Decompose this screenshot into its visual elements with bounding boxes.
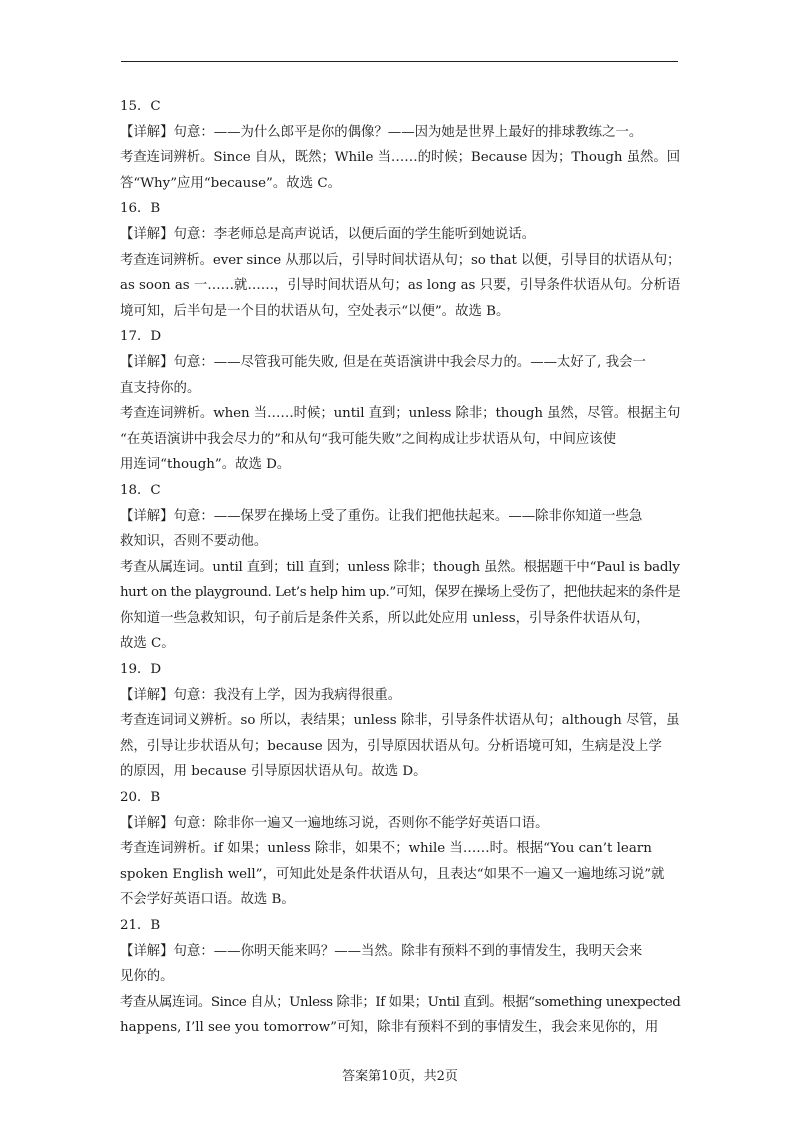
answer-number: 15．C [120, 99, 161, 114]
answer-line: 用连词“though”。故选 D。 [120, 457, 291, 473]
answer-block [120, 94, 680, 196]
answer-line: 不会学好英语口语。故选 B。 [120, 892, 295, 908]
answer-line: 境可知，后半句是一个目的状语从句，空处表示“以便”。故选 B。 [120, 303, 510, 319]
answer-number: 16．B [120, 201, 161, 217]
answer-line: 的原因，用 because 引导原因状语从句。故选 D。 [120, 764, 427, 780]
answer-line: 【详解】句意：——为什么郎平是你的偶像？——因为她是世界上最好的排球教练之一。 [120, 124, 643, 140]
answer-line: as soon as 一……就……，引导时间状语从句；as long as 只要，引导条件状语从句。分析语 [120, 278, 681, 294]
answer-line: 故选 C。 [120, 636, 175, 652]
answer-line: 考查连词辨析。Since 自从，既然；While 当……的时候；Because 因为；Though 虽然。回 [120, 150, 681, 166]
page-footer: 答案第10页，共2页 [342, 1069, 458, 1084]
answer-line: “在英语演讲中我会尽力的”和从句“我可能失败”之间构成让步状语从句，中间应该使 [120, 431, 617, 447]
answer-line: 考查连词辨析。if 如果；unless 除非，如果不；while 当……时。根据“You can’t learn [120, 841, 652, 857]
answer-line: 考查从属连词。until 直到；till 直到；unless 除非；though 虽然。根据题干中“Paul is badly [120, 559, 680, 575]
answer-line: spoken English well”，可知此处是条件状语从句，且表达“如果不一遍又一遍地练习说”就 [120, 866, 665, 882]
answer-block [120, 324, 680, 478]
answer-line: 【详解】句意：李老师总是高声说话，以便后面的学生能听到她说话。 [120, 226, 536, 242]
answer-line: 【详解】句意：——尽管我可能失败, 但是在英语演讲中我会尽力的。——太好了, 我会一 [120, 354, 646, 370]
answer-block [120, 196, 680, 324]
answer-line: 见你的。 [120, 969, 174, 985]
answer-line: happens, I’ll see you tomorrow”可知，除非有预料不到的事情发生，我会来见你的，用 [120, 1020, 659, 1036]
answer-line: 【详解】句意：——你明天能来吗？——当然。除非有预料不到的事情发生，我明天会来 [120, 943, 643, 959]
answer-number: 20．B [120, 790, 161, 806]
answer-line: 直支持你的。 [120, 380, 201, 396]
answer-line: 【详解】句意：除非你一遍又一遍地练习说，否则你不能学好英语口语。 [120, 815, 549, 831]
answer-number: 19．D [120, 662, 162, 678]
answer-line: 考查从属连词。Since 自从；Unless 除非；If 如果；Until 直到。根据“something unexpected [120, 994, 681, 1010]
answer-block [120, 913, 680, 1041]
header-rule [121, 61, 678, 62]
answer-block [120, 478, 680, 657]
answer-number: 18．C [120, 482, 161, 498]
answer-line: 考查连词辨析。when 当……时候；until 直到；unless 除非；though 虽然，尽管。根据主句 [120, 406, 681, 422]
answer-line: hurt on the playground. Let’s help him up.”可知，保罗在操场上受伤了，把他扶起来的条件是 [120, 585, 681, 601]
answer-line: 然，引导让步状语从句；because 因为，引导原因状语从句。分析语境可知，生病是没上学 [120, 738, 662, 754]
answer-line: 【详解】句意：——保罗在操场上受了重伤。让我们把他扶起来。——除非你知道一些急 [120, 508, 643, 524]
answer-line: 【详解】句意：我没有上学，因为我病得很重。 [120, 687, 402, 703]
answer-block [120, 657, 680, 785]
answer-line: 救知识，否则不要动他。 [120, 534, 268, 550]
answer-content [120, 94, 680, 1041]
answer-line: 考查连词辨析。ever since 从那以后，引导时间状语从句；so that 以便，引导目的状语从句； [120, 252, 681, 268]
answer-line: 答“Why”应用“because”。故选 C。 [120, 175, 341, 191]
answer-block [120, 785, 680, 913]
answer-line: 你知道一些急救知识，句子前后是条件关系，所以此处应用 unless，引导条件状语从句， [120, 610, 650, 626]
answer-number: 21．B [120, 918, 161, 933]
answer-line: 考查连词词义辨析。so 所以，表结果；unless 除非，引导条件状语从句；although 尽管，虽 [120, 713, 680, 729]
answer-number: 17．D [120, 329, 162, 345]
